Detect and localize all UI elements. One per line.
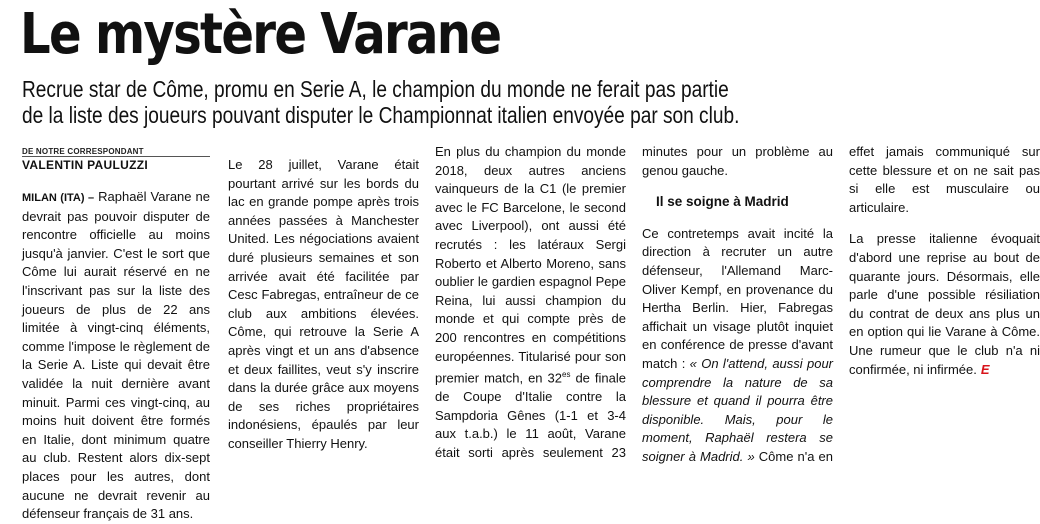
quote: « On l'attend, aussi pour comprendre la nature de sa blessure et quand il pourra être disponible. Mais, pour le moment, Raphaël restera se soigner à Madrid. » bbox=[642, 355, 834, 464]
dateline: MILAN (ITA) – bbox=[22, 192, 95, 204]
paragraph-5 bbox=[849, 230, 1040, 379]
paragraph-5-text: La presse italienne évoquait d'abord une reprise au bout de quarante jours. Désormais, elle parle d'une possible résiliation du contrat de deux ans plus un en option qui lie Varane à Côme. Une rumeur que le club n'a ni confirmée, ni infirmée. bbox=[849, 231, 1040, 377]
paragraph-3-text: En plus du champion du monde 2018, deux autres anciens vainqueurs de la C1 (le premier avec le FC Barcelone, le second avec Liverpool), ont aussi été recrutés : les latéraux Sergi Roberto et Alberto Moreno, sans oublier le gardien espagnol Pepe Reina, lui aussi champion du monde et qui compte près de 200 rencontres en compétitions européennes. Titularisé pour son premier match, en 32 bbox=[435, 144, 626, 386]
subheading: Il se soigne à Madrid bbox=[656, 194, 789, 210]
lead-line-1: Recrue star de Côme, promu en Serie A, le champion du monde ne ferait pas partie bbox=[22, 76, 729, 102]
paragraph-4-end: Côme n'a en effet jamais communiqué sur cette blessure et on ne sait pas si elle est musculaire ou articulaire. bbox=[754, 144, 1040, 464]
byline-author: VALENTIN PAULUZZI bbox=[22, 158, 148, 172]
paragraph-3-end: de finale de Coupe d'Italie contre la Sampdoria Gênes (1-1 et 3-4 aux t.a.b.) le 11 août, Varane était sorti après seulement 23 minutes pour un problème au genou gauche. bbox=[435, 144, 833, 460]
paragraph-4-text: Ce contretemps avait incité la direction à recruter un autre défenseur, l'Allemand Marc-Oliver Kempf, en provenance du Hertha Berlin. Hier, Fabregas affichait un visage plutôt inquiet en conférence de presse d'avant match : bbox=[642, 225, 833, 371]
article-columns-2-4 bbox=[228, 143, 1040, 483]
byline-kicker: DE NOTRE CORRESPONDANT bbox=[22, 147, 144, 156]
article-column-1 bbox=[22, 188, 210, 524]
article-lead bbox=[22, 76, 782, 128]
byline-divider bbox=[22, 156, 210, 157]
end-mark-logo: E bbox=[980, 361, 990, 377]
paragraph-2: Le 28 juillet, Varane était pourtant arrivé sur les bords du lac en grande pompe après trois années passées à Manchester United. Les négociations avaient duré plusieurs semaines et son arrivée avait été facilitée par Cesc Fabregas, entraîneur de ce club aux ambitions élevées. Côme, qui retrouve la Serie A après vingt et un ans d'absence et deux faillites, veut s'y inscrire dans la durée grâce aux moyens de ses riches propriétaires indonésiens, épaulés par leur conseiller Thierry Henry. bbox=[228, 157, 419, 451]
headline: Le mystère Varane bbox=[20, 2, 501, 67]
paragraph-1 bbox=[22, 188, 210, 524]
paragraph-1-text: Raphaël Varane ne devrait pas pouvoir disputer de rencontre officielle au moins jusqu'à janvier. C'est le sort que Côme lui aurait réservé en ne l'inscrivant pas sur la liste des joueurs de plus de 22 ans limitée à vingt-cinq éléments, comme l'impose le règlement de la Serie A. Liste qui devait être validée la nuit dernière avant minuit. Parmi ces vingt-cinq, au moins huit doivent être formés en Italie, dont minimum quatre au club. Restent alors dix-sept places pour les autres, dont aucune ne devrait revenir au défenseur français de 31 ans. bbox=[22, 189, 210, 522]
lead-line-2: de la liste des joueurs pouvant disputer le Championnat italien envoyée par son club. bbox=[22, 102, 740, 128]
ordinal-suffix: es bbox=[562, 370, 571, 380]
